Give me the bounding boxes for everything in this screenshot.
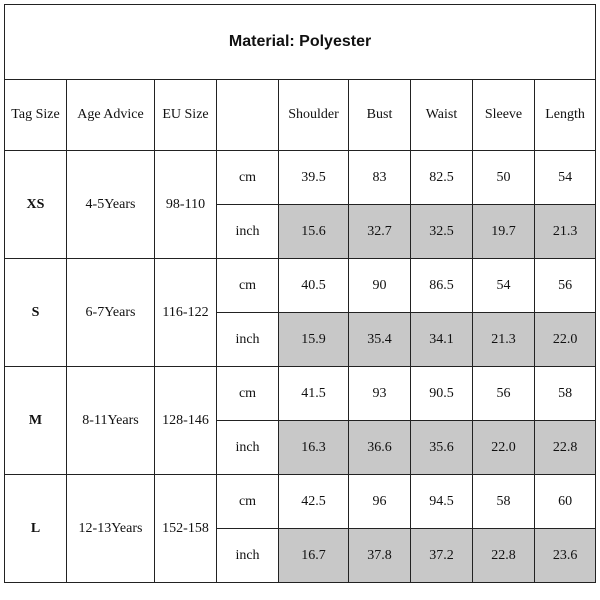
header-eu-size: EU Size — [155, 80, 217, 151]
length-value: 23.6 — [535, 529, 596, 583]
shoulder-value: 15.6 — [279, 205, 349, 259]
header-unit — [217, 80, 279, 151]
unit-cell: inch — [217, 205, 279, 259]
material-title: Material: Polyester — [5, 5, 596, 80]
length-value: 22.8 — [535, 421, 596, 475]
unit-cell: inch — [217, 421, 279, 475]
waist-value: 34.1 — [411, 313, 473, 367]
shoulder-value: 16.3 — [279, 421, 349, 475]
tag-size-cell: XS — [5, 151, 67, 259]
eu-size-cell: 116-122 — [155, 259, 217, 367]
header-length: Length — [535, 80, 596, 151]
age-advice-cell: 12-13Years — [67, 475, 155, 583]
unit-cell: cm — [217, 151, 279, 205]
bust-value: 93 — [349, 367, 411, 421]
sleeve-value: 21.3 — [473, 313, 535, 367]
sleeve-value: 58 — [473, 475, 535, 529]
waist-value: 94.5 — [411, 475, 473, 529]
shoulder-value: 42.5 — [279, 475, 349, 529]
length-value: 60 — [535, 475, 596, 529]
header-tag-size: Tag Size — [5, 80, 67, 151]
size-row-cm — [5, 151, 596, 205]
unit-cell: cm — [217, 367, 279, 421]
header-shoulder: Shoulder — [279, 80, 349, 151]
waist-value: 82.5 — [411, 151, 473, 205]
tag-size-cell: S — [5, 259, 67, 367]
size-row-cm — [5, 259, 596, 313]
eu-size-cell: 152-158 — [155, 475, 217, 583]
bust-value: 83 — [349, 151, 411, 205]
shoulder-value: 15.9 — [279, 313, 349, 367]
shoulder-value: 41.5 — [279, 367, 349, 421]
tag-size-cell: M — [5, 367, 67, 475]
length-value: 54 — [535, 151, 596, 205]
header-age-advice: Age Advice — [67, 80, 155, 151]
waist-value: 35.6 — [411, 421, 473, 475]
bust-value: 36.6 — [349, 421, 411, 475]
header-waist: Waist — [411, 80, 473, 151]
bust-value: 35.4 — [349, 313, 411, 367]
unit-cell: cm — [217, 475, 279, 529]
size-chart-container — [4, 4, 596, 583]
waist-value: 86.5 — [411, 259, 473, 313]
waist-value: 90.5 — [411, 367, 473, 421]
eu-size-cell: 98-110 — [155, 151, 217, 259]
length-value: 58 — [535, 367, 596, 421]
bust-value: 37.8 — [349, 529, 411, 583]
length-value: 21.3 — [535, 205, 596, 259]
bust-value: 90 — [349, 259, 411, 313]
bust-value: 32.7 — [349, 205, 411, 259]
length-value: 56 — [535, 259, 596, 313]
size-row-cm — [5, 367, 596, 421]
unit-cell: cm — [217, 259, 279, 313]
bust-value: 96 — [349, 475, 411, 529]
header-bust: Bust — [349, 80, 411, 151]
shoulder-value: 16.7 — [279, 529, 349, 583]
header-row — [5, 80, 596, 151]
sleeve-value: 50 — [473, 151, 535, 205]
age-advice-cell: 4-5Years — [67, 151, 155, 259]
size-row-cm — [5, 475, 596, 529]
age-advice-cell: 6-7Years — [67, 259, 155, 367]
unit-cell: inch — [217, 529, 279, 583]
unit-cell: inch — [217, 313, 279, 367]
size-chart-table — [4, 4, 596, 583]
sleeve-value: 54 — [473, 259, 535, 313]
sleeve-value: 19.7 — [473, 205, 535, 259]
sleeve-value: 22.0 — [473, 421, 535, 475]
sleeve-value: 56 — [473, 367, 535, 421]
length-value: 22.0 — [535, 313, 596, 367]
eu-size-cell: 128-146 — [155, 367, 217, 475]
tag-size-cell: L — [5, 475, 67, 583]
header-sleeve: Sleeve — [473, 80, 535, 151]
shoulder-value: 40.5 — [279, 259, 349, 313]
shoulder-value: 39.5 — [279, 151, 349, 205]
waist-value: 32.5 — [411, 205, 473, 259]
sleeve-value: 22.8 — [473, 529, 535, 583]
waist-value: 37.2 — [411, 529, 473, 583]
age-advice-cell: 8-11Years — [67, 367, 155, 475]
